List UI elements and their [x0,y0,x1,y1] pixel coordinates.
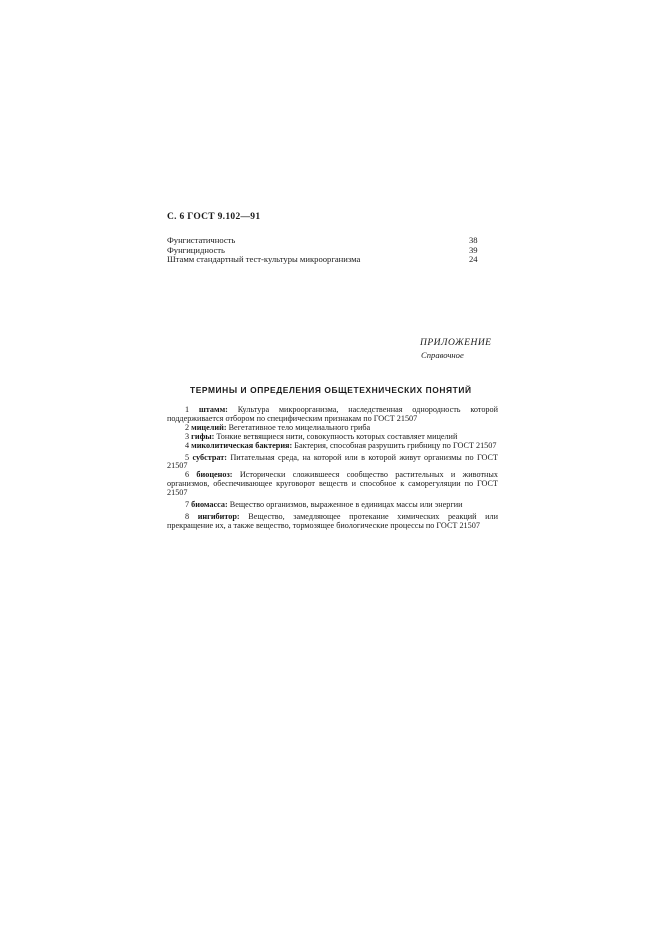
index-term: Фунгицидность [167,244,225,255]
index-row [167,255,483,265]
appendix-title: ПРИЛОЖЕНИЕ [420,338,492,348]
definition-term: биомасса: [191,500,228,510]
definition-number: 3 [185,431,190,441]
index-page-number: 24 [469,254,478,265]
index-term: Фунгистатичность [167,235,236,245]
definition-text: Питательная среда, на которой или в которой живут организмы по ГОСТ 21507 [167,452,499,471]
definition-term: биоценоз: [196,470,233,480]
definition-number: 7 [185,500,190,510]
definition-term: субстрат: [192,452,228,462]
definition-text: Вегетативное тело мицелиального гриба [228,422,371,432]
definition-number: 4 [185,440,190,450]
definition-term: миколитическая бактерия: [191,440,293,450]
definition-number: 2 [185,422,190,432]
definition-item [167,406,498,424]
index-page-number: 38 [469,235,478,245]
definition-text: Бактерия, способная разрушить грибницу по ГОСТ 21507 [294,440,497,450]
definition-text: Исторически сложившееся сообщество растительных и животных организмов, обеспечивающее круговорот веществ и способное к саморегуляции по ГОСТ 21507 [167,470,499,498]
definition-number: 8 [185,511,190,521]
definition-term: мицелий: [191,422,227,432]
definition-item [167,501,498,510]
definition-text: Культура микроорганизма, наследственная однородность которой поддерживается отбором по специфическим признакам по ГОСТ 21507 [167,405,499,423]
index-term: Штамм стандартный тест-культуры микроорганизма [167,254,361,265]
definition-term: гифы: [191,431,215,441]
definition-item [167,471,498,498]
definition-number: 6 [185,470,190,480]
definition-number: 5 [185,452,190,462]
page-header: С. 6 ГОСТ 9.102—91 [167,212,261,222]
definitions-list [167,406,498,531]
index-page-number: 39 [469,244,478,255]
definition-term: ингибитор: [197,511,240,521]
definition-item [167,513,498,531]
definition-term: штамм: [198,405,228,414]
definition-text: Вещество организмов, выраженное в единицах массы или энергии [229,500,463,510]
definition-number: 1 [185,405,190,414]
definition-text: Тонкие ветвящиеся нити, совокупность которых составляет мицелий [216,431,458,441]
appendix-subtitle: Справочное [421,350,464,360]
section-heading: ТЕРМИНЫ И ОПРЕДЕЛЕНИЯ ОБЩЕТЕХНИЧЕСКИХ ПОНЯТИЙ [190,385,472,395]
definition-item [167,454,498,472]
term-index-list [167,236,483,265]
definition-item [167,442,498,451]
definition-text: Вещество, замедляющее протекание химических реакций или прекращение их, а также вещество, тормозящее биологические процессы по ГОСТ 21507 [167,511,498,530]
